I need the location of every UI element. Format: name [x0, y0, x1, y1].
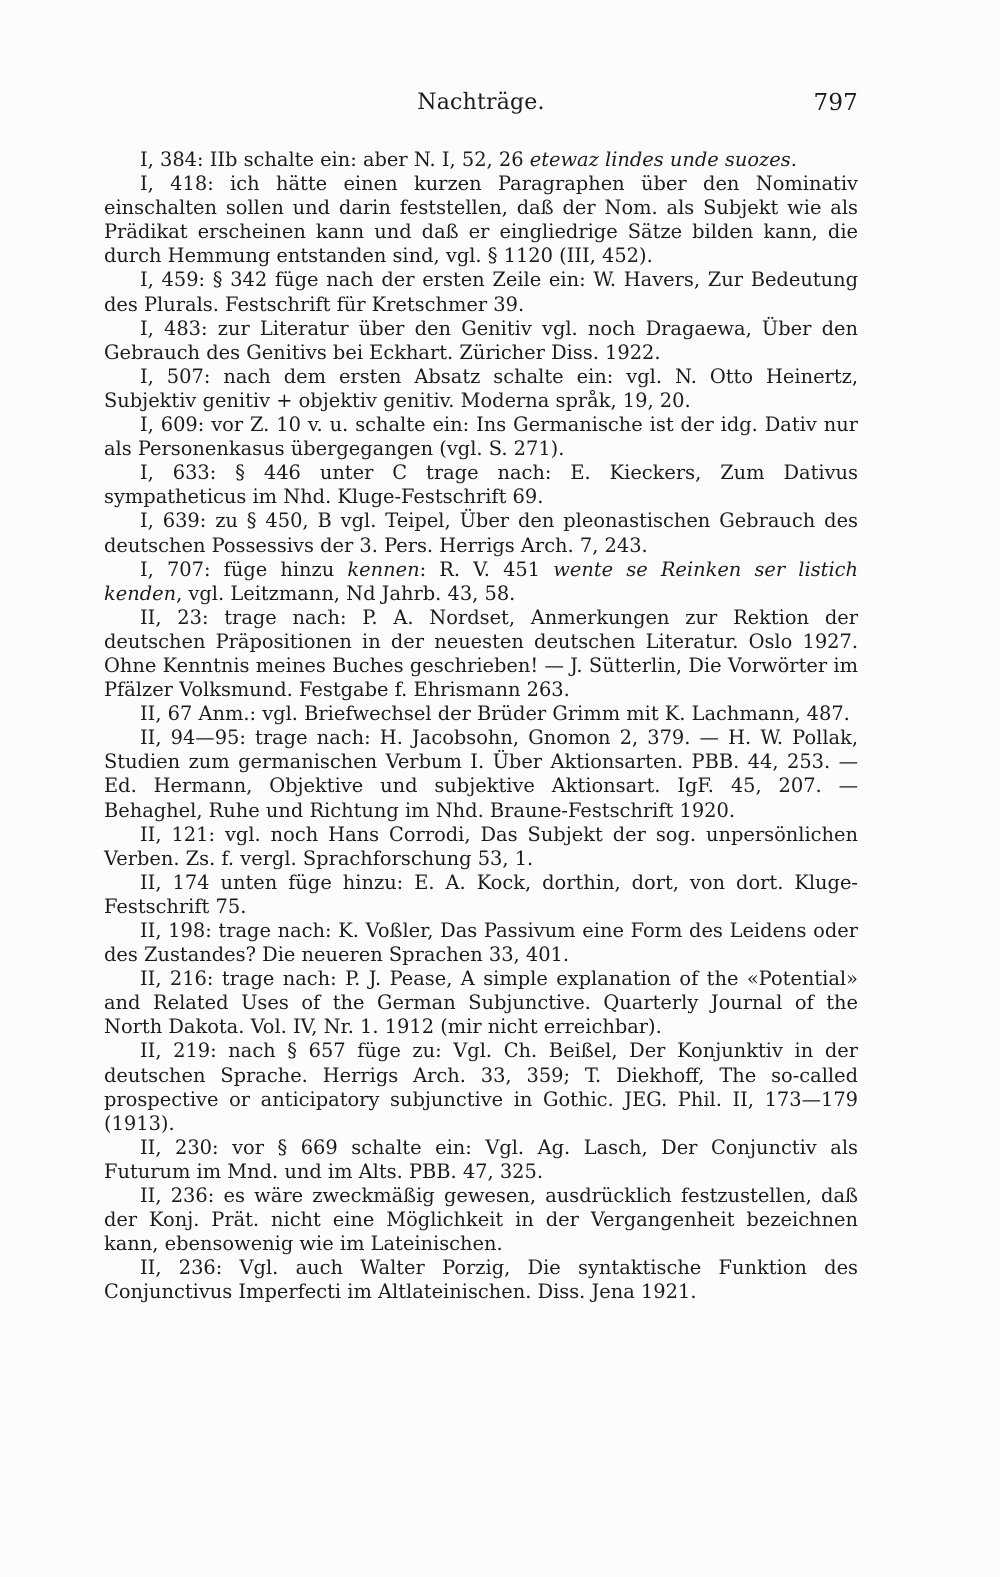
addendum-entry: I, 483: zur Literatur über den Genitiv vgl. noch Dragaewa, Über den Gebrauch des Genitivs bei Eckhart. Züricher Diss. 1922. [104, 316, 858, 364]
addendum-entry: II, 236: es wäre zweckmäßig gewesen, ausdrücklich festzustellen, daß der Konj. Prät. nicht eine Möglichkeit in der Vergangenheit bezeichnen kann, ebensowenig wie im Lateinischen. [104, 1184, 858, 1256]
addendum-entry: II, 174 unten füge hinzu: E. A. Kock, dorthin, dort, von dort. Kluge-Festschrift 75. [104, 870, 858, 918]
addendum-entry: I, 384: IIb schalte ein: aber N. I, 52, 26 etewaz lindes unde suozes. [140, 148, 797, 171]
addendum-entry: II, 216: trage nach: P. J. Pease, A simple explanation of the «Potential» and Related Uses of the German Subjunctive. Quarterly Journal of the North Dakota. Vol. IV, Nr. 1. 1912 (mir nicht erreichbar). [104, 967, 858, 1039]
addendum-entry: II, 198: trage nach: K. Voßler, Das Passivum eine Form des Leidens oder des Zustandes? Die neueren Sprachen 33, 401. [104, 919, 858, 967]
addendum-entry: I, 507: nach dem ersten Absatz schalte ein: vgl. N. Otto Heinertz, Subjektiv genitiv + objektiv genitiv. Moderna språk, 19, 20. [104, 364, 858, 412]
addendum-entry: I, 707: füge hinzu kennen: R. V. 451 wente se Reinken ser listich kenden, vgl. Leitzmann, Nd Jahrb. 43, 58. [104, 557, 858, 605]
addendum-entry: I, 639: zu § 450, B vgl. Teipel, Über den pleonastischen Gebrauch des deutschen Possessivs der 3. Pers. Herrigs Arch. 7, 243. [104, 509, 858, 557]
page-title: Nachträge. [417, 90, 545, 115]
quoted-phrase: etewaz lindes unde suozes [529, 148, 791, 171]
addendum-entry: I, 418: ich hätte einen kurzen Paragraphen über den Nominativ einschalten sollen und darin feststellen, daß der Nom. als Subjekt wie als Prädikat erscheinen kann und daß er eingliedrige Sätze bilden kann, die durch Hemmung entstanden sind, vgl. § 1120 (III, 452). [104, 172, 858, 268]
addendum-entry: II, 23: trage nach: P. A. Nordset, Anmerkungen zur Rektion der deutschen Präpositionen in der neuesten deutschen Literatur. Oslo 1927. Ohne Kenntnis meines Buches geschrieben! — J. Sütterlin, Die Vorwörter im Pfälzer Volksmund. Festgabe f. Ehrismann 263. [104, 605, 858, 702]
quoted-phrase: wente se Reinken ser listich kenden [104, 557, 858, 605]
addenda-text [104, 148, 858, 1305]
addendum-entry: II, 230: vor § 669 schalte ein: Vgl. Ag. Lasch, Der Conjunctiv als Futurum im Mnd. und im Alts. PBB. 47, 325. [104, 1135, 858, 1183]
page-number: 797 [813, 90, 858, 116]
addendum-entry: I, 459: § 342 füge nach der ersten Zeile ein: W. Havers, Zur Bedeutung des Plurals. Festschrift für Kretschmer 39. [104, 268, 858, 316]
quoted-phrase: kennen [347, 557, 420, 581]
addendum-entry: I, 609: vor Z. 10 v. u. schalte ein: Ins Germanische ist der idg. Dativ nur als Personenkasus übergegangen (vgl. S. 271). [104, 413, 858, 461]
running-head [104, 90, 858, 120]
addendum-entry: II, 67 Anm.: vgl. Briefwechsel der Brüder Grimm mit K. Lachmann, 487. [140, 702, 850, 726]
addendum-entry: II, 236: Vgl. auch Walter Porzig, Die syntaktische Funktion des Conjunctivus Imperfecti im Altlateinischen. Diss. Jena 1921. [104, 1256, 858, 1304]
addendum-entry: I, 633: § 446 unter C trage nach: E. Kieckers, Zum Dativus sympatheticus im Nhd. Kluge-Festschrift 69. [104, 461, 858, 509]
addendum-entry: II, 121: vgl. noch Hans Corrodi, Das Subjekt der sog. unpersönlichen Verben. Zs. f. vergl. Sprachforschung 53, 1. [104, 822, 858, 870]
addendum-entry: II, 219: nach § 657 füge zu: Vgl. Ch. Beißel, Der Konjunktiv in der deutschen Sprache. Herrigs Arch. 33, 359; T. Diekhoff, The so-called prospective or anticipatory subjunctive in Gothic. JEG. Phil. II, 173—179 (1913). [104, 1039, 858, 1135]
addendum-entry: II, 94—95: trage nach: H. Jacobsohn, Gnomon 2, 379. — H. W. Pollak, Studien zum germanischen Verbum I. Über Aktionsarten. PBB. 44, 253. — Ed. Hermann, Objektive und subjektive Aktionsart. IgF. 45, 207. — Behaghel, Ruhe und Richtung im Nhd. Braune-Festschrift 1920. [104, 726, 858, 822]
